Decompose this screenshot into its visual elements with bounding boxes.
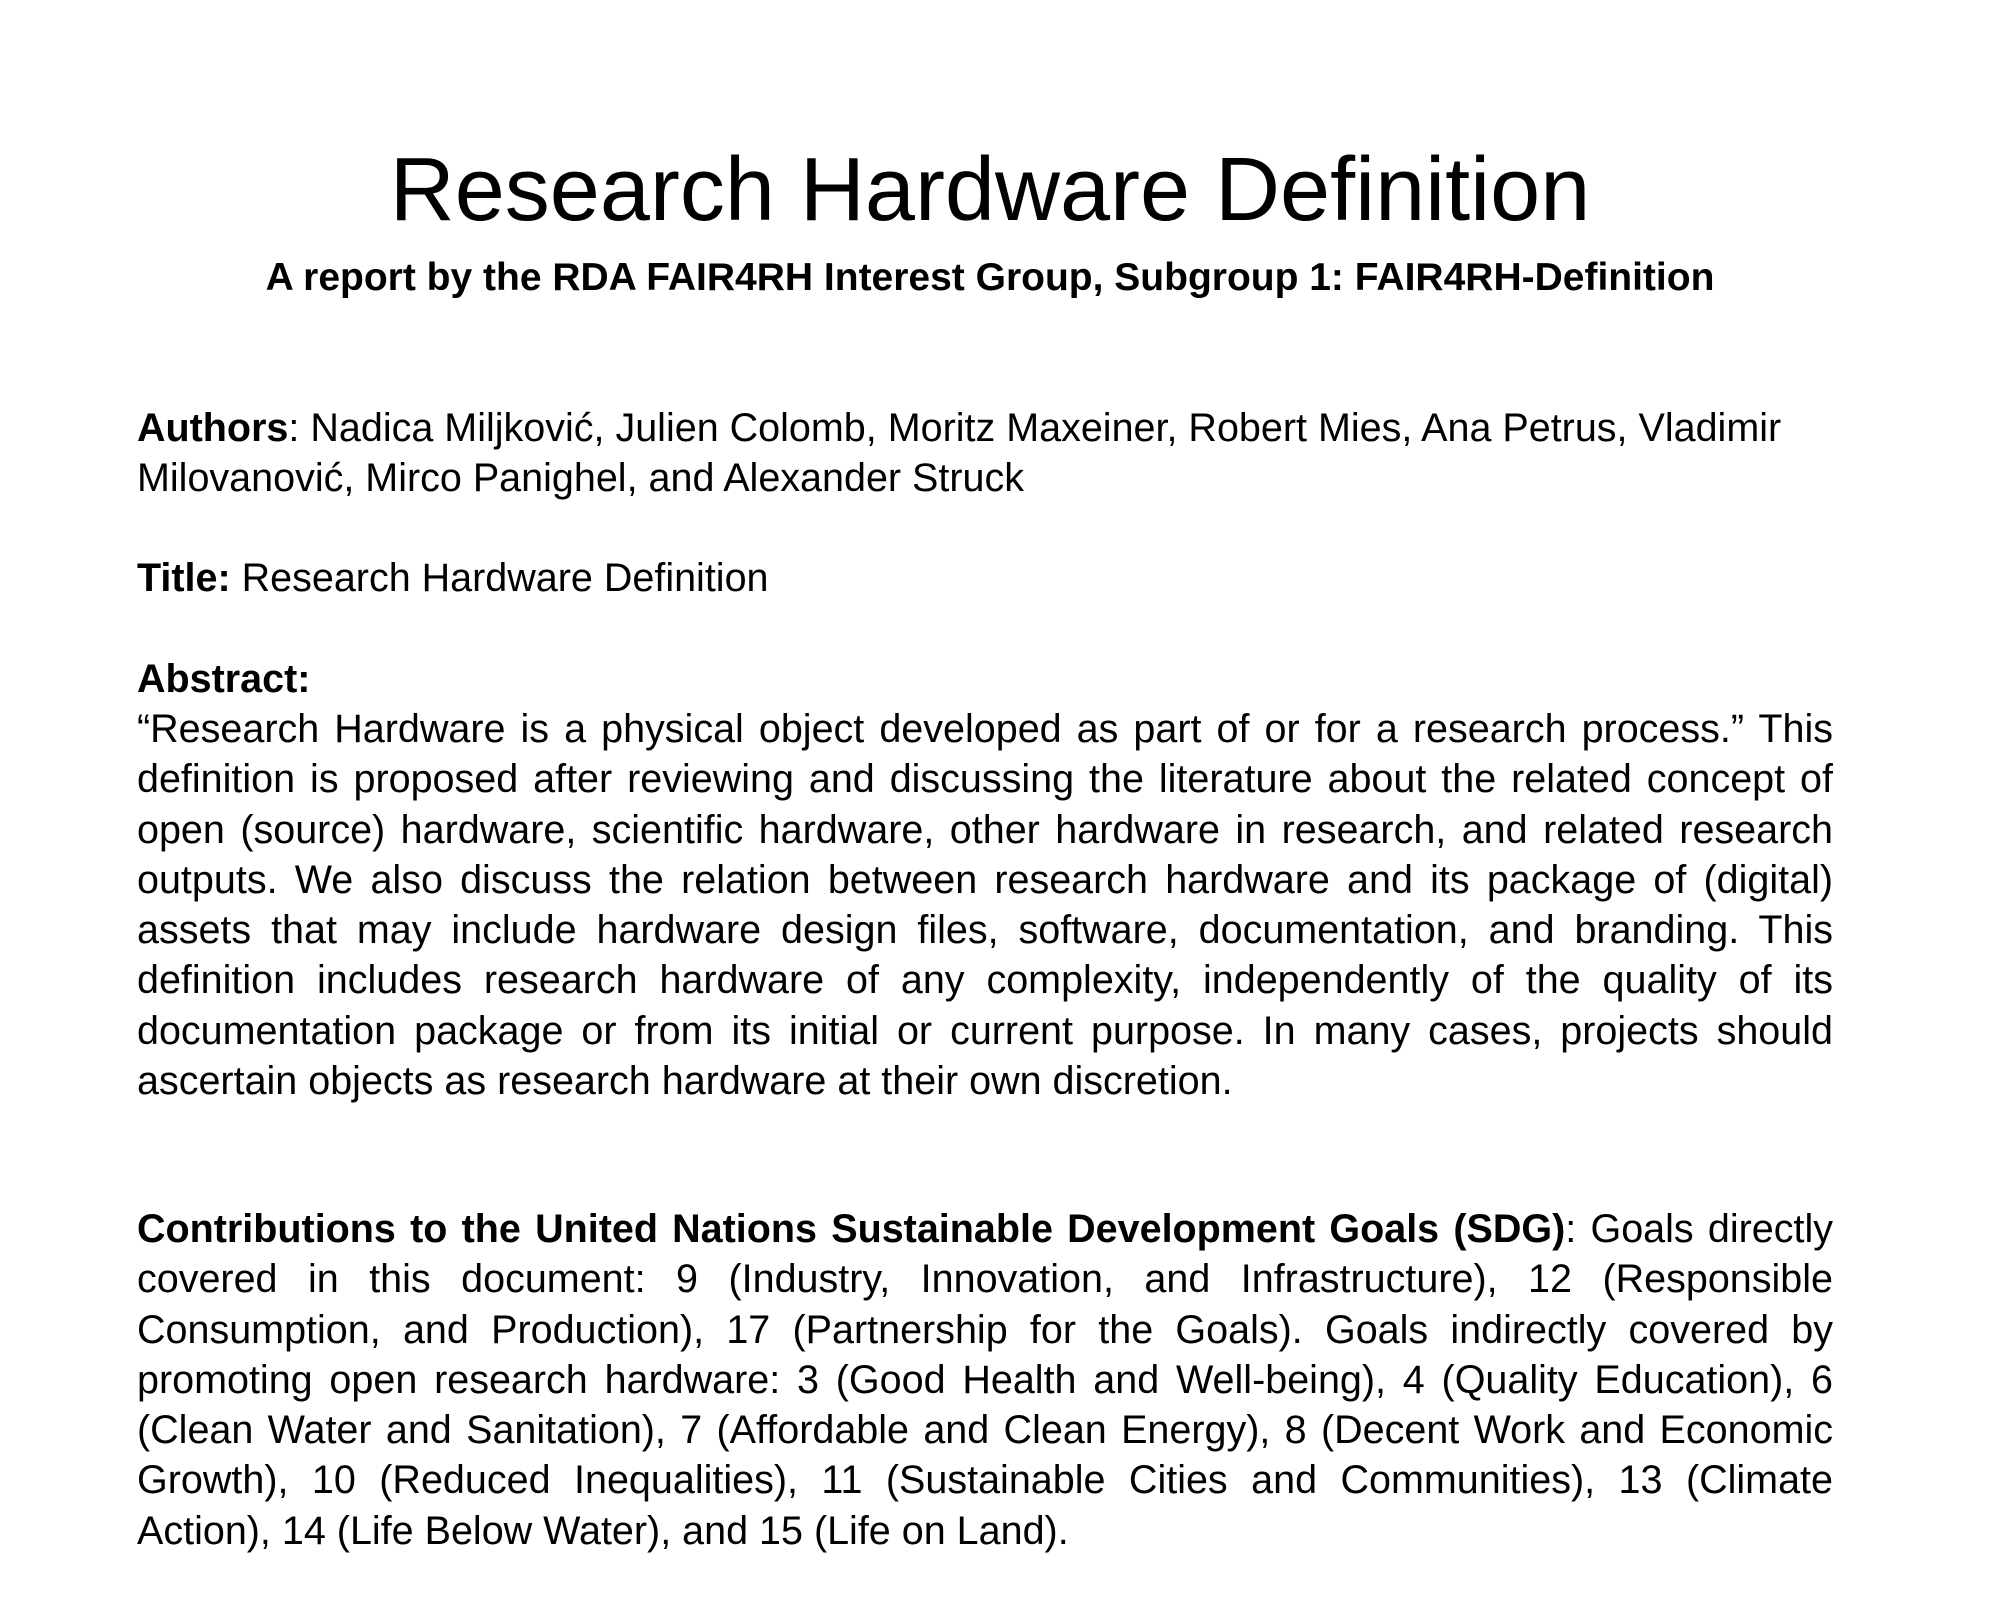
- sdg-label: Contributions to the United Nations Sustainable Development Goals (SDG): [137, 1207, 1566, 1251]
- abstract-heading: Abstract:: [137, 657, 311, 701]
- sdg-paragraph: [137, 1204, 1833, 1556]
- sdg-text: : Goals directly covered in this document: 9 (Industry, Innovation, and Infrastructure), 12 (Responsible Consumption, and Production), 17 (Partnership for the Goals). Goals indirectly covered by promoting open research hardware: 3 (Good Health and Well-being), 4 (Quality Education), 6 (Clean Water and Sanitation), 7 (Affordable and Clean Energy), 8 (Decent Work and Economic Growth), 10 (Reduced Inequalities), 11 (Sustainable Cities and Communities), 13 (Climate Action), 14 (Life Below Water), and 15 (Life on Land).: [137, 1207, 1833, 1553]
- document-subtitle: A report by the RDA FAIR4RH Interest Group, Subgroup 1: FAIR4RH-Definition: [265, 256, 1715, 299]
- title-field-value: Research Hardware Definition: [230, 556, 769, 600]
- authors-separator: :: [288, 406, 300, 450]
- authors-paragraph: [137, 403, 1833, 504]
- title-field-paragraph: [137, 553, 1833, 603]
- title-field-label: Title:: [137, 556, 231, 600]
- authors-list: Nadica Miljković, Julien Colomb, Moritz Maxeiner, Robert Mies, Ana Petrus, Vladimir Milovanović, Mirco Panighel, and Alexander Struck: [137, 406, 1782, 501]
- authors-label: Authors: [137, 406, 289, 450]
- document-title: Research Hardware Definition: [389, 140, 1591, 240]
- abstract-body: “Research Hardware is a physical object developed as part of or for a research process.” This definition is proposed after reviewing and discussing the literature about the related concept of open (source) hardware, scientific hardware, other hardware in research, and related research outputs. We also discuss the relation between research hardware and its package of (digital) assets that may include hardware design files, software, documentation, and branding. This definition includes research hardware of any complexity, independently of the quality of its documentation package or from its initial or current purpose. In many cases, projects should ascertain objects as research hardware at their own discretion.: [137, 707, 1833, 1104]
